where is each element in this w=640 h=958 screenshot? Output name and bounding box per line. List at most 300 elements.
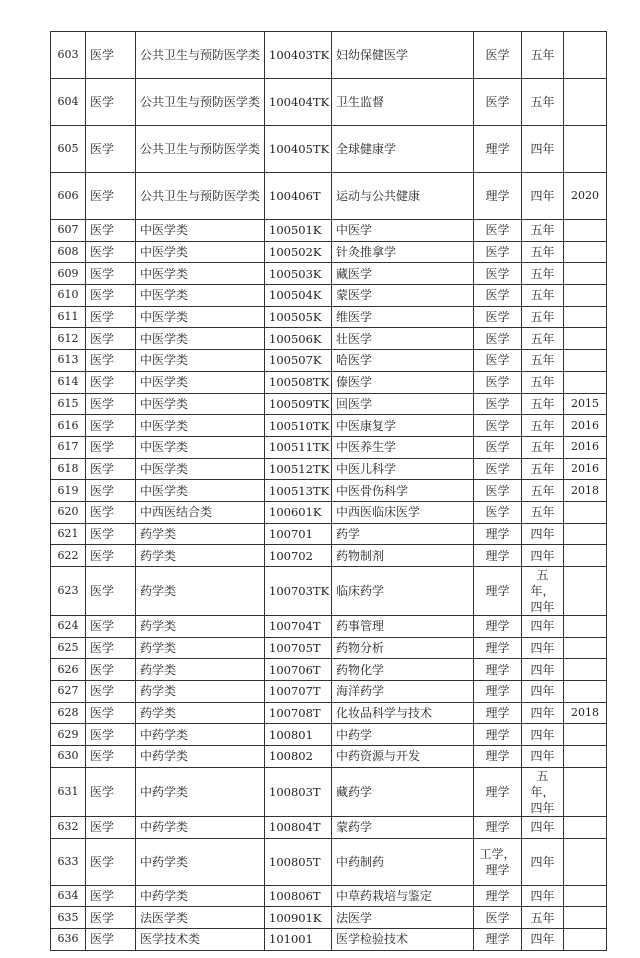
- table-row: [51, 79, 607, 126]
- discipline-category-cell: 医学: [86, 838, 136, 885]
- study-duration-cell: 五年: [522, 501, 564, 523]
- discipline-category-cell: 医学: [86, 885, 136, 907]
- year-added-cell: [564, 907, 607, 929]
- year-added-cell: 2016: [564, 436, 607, 458]
- major-code-cell: 100405TK: [265, 126, 332, 173]
- degree-type-cell: 医学: [474, 241, 522, 263]
- year-added-cell: [564, 885, 607, 907]
- major-name-cell: 运动与公共健康: [332, 173, 474, 220]
- row-number-cell: 610: [51, 285, 86, 307]
- degree-type-cell: 医学: [474, 458, 522, 480]
- table-row: [51, 885, 607, 907]
- discipline-category-cell: 医学: [86, 263, 136, 285]
- row-number-cell: 632: [51, 816, 86, 838]
- year-added-cell: [564, 220, 607, 242]
- discipline-category-cell: 医学: [86, 659, 136, 681]
- major-name-cell: 回医学: [332, 393, 474, 415]
- study-duration-cell: 五年: [522, 907, 564, 929]
- row-number-cell: 607: [51, 220, 86, 242]
- degree-type-cell: 理学: [474, 702, 522, 724]
- study-duration-cell: 四年: [522, 637, 564, 659]
- discipline-category-cell: 医学: [86, 637, 136, 659]
- major-class-cell: 中医学类: [136, 306, 265, 328]
- discipline-category-cell: 医学: [86, 79, 136, 126]
- major-code-cell: 101001: [265, 928, 332, 950]
- discipline-category-cell: 医学: [86, 616, 136, 638]
- table-row: [51, 746, 607, 768]
- year-added-cell: [564, 306, 607, 328]
- study-duration-cell: 四年: [522, 724, 564, 746]
- major-class-cell: 药学类: [136, 567, 265, 616]
- row-number-cell: 631: [51, 767, 86, 816]
- discipline-category-cell: 医学: [86, 567, 136, 616]
- major-class-cell: 中医学类: [136, 350, 265, 372]
- year-added-cell: [564, 838, 607, 885]
- year-added-cell: [564, 659, 607, 681]
- row-number-cell: 624: [51, 616, 86, 638]
- major-name-cell: 中医康复学: [332, 415, 474, 437]
- major-class-cell: 中药学类: [136, 885, 265, 907]
- year-added-cell: [564, 350, 607, 372]
- major-name-cell: 中药学: [332, 724, 474, 746]
- major-name-cell: 中草药栽培与鉴定: [332, 885, 474, 907]
- year-added-cell: [564, 501, 607, 523]
- degree-type-cell: 医学: [474, 501, 522, 523]
- major-code-cell: 100510TK: [265, 415, 332, 437]
- major-class-cell: 中医学类: [136, 436, 265, 458]
- row-number-cell: 608: [51, 241, 86, 263]
- degree-type-cell: 理学: [474, 567, 522, 616]
- major-code-cell: 100806T: [265, 885, 332, 907]
- study-duration-cell: 四年: [522, 928, 564, 950]
- major-class-cell: 药学类: [136, 702, 265, 724]
- year-added-cell: [564, 263, 607, 285]
- year-added-cell: [564, 567, 607, 616]
- major-code-cell: 100708T: [265, 702, 332, 724]
- major-name-cell: 藏医学: [332, 263, 474, 285]
- degree-type-cell: 理学: [474, 724, 522, 746]
- discipline-category-cell: 医学: [86, 480, 136, 502]
- major-code-cell: 100805T: [265, 838, 332, 885]
- degree-type-cell: 理学: [474, 659, 522, 681]
- discipline-category-cell: 医学: [86, 545, 136, 567]
- table-row: [51, 328, 607, 350]
- year-added-cell: [564, 928, 607, 950]
- study-duration-cell: 四年: [522, 659, 564, 681]
- study-duration-cell: 五年，四年: [522, 567, 564, 616]
- discipline-category-cell: 医学: [86, 436, 136, 458]
- discipline-category-cell: 医学: [86, 220, 136, 242]
- degree-type-cell: 医学: [474, 285, 522, 307]
- major-class-cell: 公共卫生与预防医学类: [136, 173, 265, 220]
- major-name-cell: 药物分析: [332, 637, 474, 659]
- discipline-category-cell: 医学: [86, 816, 136, 838]
- study-duration-cell: 五年: [522, 32, 564, 79]
- major-name-cell: 维医学: [332, 306, 474, 328]
- row-number-cell: 617: [51, 436, 86, 458]
- degree-type-cell: 医学: [474, 350, 522, 372]
- degree-type-cell: 医学: [474, 220, 522, 242]
- major-code-cell: 100403TK: [265, 32, 332, 79]
- major-name-cell: 中西医临床医学: [332, 501, 474, 523]
- major-class-cell: 医学技术类: [136, 928, 265, 950]
- major-class-cell: 药学类: [136, 523, 265, 545]
- table-row: [51, 545, 607, 567]
- major-code-cell: 100901K: [265, 907, 332, 929]
- table-row: [51, 458, 607, 480]
- major-code-cell: 100601K: [265, 501, 332, 523]
- study-duration-cell: 五年: [522, 436, 564, 458]
- row-number-cell: 613: [51, 350, 86, 372]
- row-number-cell: 615: [51, 393, 86, 415]
- table-row: [51, 306, 607, 328]
- table-row: [51, 724, 607, 746]
- row-number-cell: 616: [51, 415, 86, 437]
- discipline-category-cell: 医学: [86, 501, 136, 523]
- major-name-cell: 药事管理: [332, 616, 474, 638]
- major-code-cell: 100505K: [265, 306, 332, 328]
- year-added-cell: [564, 285, 607, 307]
- major-class-cell: 中药学类: [136, 838, 265, 885]
- year-added-cell: [564, 724, 607, 746]
- study-duration-cell: 四年: [522, 816, 564, 838]
- year-added-cell: 2018: [564, 480, 607, 502]
- major-class-cell: 中医学类: [136, 371, 265, 393]
- major-name-cell: 哈医学: [332, 350, 474, 372]
- major-name-cell: 临床药学: [332, 567, 474, 616]
- major-code-cell: 100513TK: [265, 480, 332, 502]
- study-duration-cell: 五年: [522, 79, 564, 126]
- table-row: [51, 415, 607, 437]
- degree-type-cell: 医学: [474, 328, 522, 350]
- major-code-cell: 100707T: [265, 681, 332, 703]
- major-class-cell: 中医学类: [136, 328, 265, 350]
- year-added-cell: [564, 616, 607, 638]
- major-code-cell: 100705T: [265, 637, 332, 659]
- discipline-category-cell: 医学: [86, 328, 136, 350]
- degree-type-cell: 医学: [474, 32, 522, 79]
- discipline-category-cell: 医学: [86, 241, 136, 263]
- year-added-cell: 2015: [564, 393, 607, 415]
- degree-type-cell: 理学: [474, 637, 522, 659]
- year-added-cell: [564, 746, 607, 768]
- degree-type-cell: 医学: [474, 393, 522, 415]
- major-code-cell: 100706T: [265, 659, 332, 681]
- major-name-cell: 医学检验技术: [332, 928, 474, 950]
- degree-type-cell: 医学: [474, 79, 522, 126]
- year-added-cell: [564, 328, 607, 350]
- major-class-cell: 中医学类: [136, 458, 265, 480]
- row-number-cell: 633: [51, 838, 86, 885]
- major-name-cell: 蒙医学: [332, 285, 474, 307]
- discipline-category-cell: 医学: [86, 393, 136, 415]
- year-added-cell: [564, 767, 607, 816]
- major-class-cell: 药学类: [136, 616, 265, 638]
- major-class-cell: 中药学类: [136, 816, 265, 838]
- table-row: [51, 616, 607, 638]
- major-code-cell: 100511TK: [265, 436, 332, 458]
- degree-type-cell: 医学: [474, 371, 522, 393]
- discipline-category-cell: 医学: [86, 458, 136, 480]
- study-duration-cell: 四年: [522, 885, 564, 907]
- discipline-category-cell: 医学: [86, 724, 136, 746]
- major-name-cell: 藏药学: [332, 767, 474, 816]
- table-row: [51, 681, 607, 703]
- major-code-cell: 100512TK: [265, 458, 332, 480]
- major-class-cell: 公共卫生与预防医学类: [136, 32, 265, 79]
- major-class-cell: 中西医结合类: [136, 501, 265, 523]
- major-class-cell: 中医学类: [136, 241, 265, 263]
- table-row: [51, 371, 607, 393]
- major-name-cell: 中医骨伤科学: [332, 480, 474, 502]
- major-code-cell: 100702: [265, 545, 332, 567]
- major-class-cell: 中药学类: [136, 767, 265, 816]
- table-row: [51, 838, 607, 885]
- table-row: [51, 928, 607, 950]
- year-added-cell: [564, 32, 607, 79]
- major-code-cell: 100509TK: [265, 393, 332, 415]
- study-duration-cell: 五年: [522, 371, 564, 393]
- table-row: [51, 523, 607, 545]
- table-row: [51, 126, 607, 173]
- major-class-cell: 中医学类: [136, 393, 265, 415]
- major-name-cell: 法医学: [332, 907, 474, 929]
- year-added-cell: 2016: [564, 458, 607, 480]
- major-code-cell: 100507K: [265, 350, 332, 372]
- discipline-category-cell: 医学: [86, 32, 136, 79]
- major-code-cell: 100404TK: [265, 79, 332, 126]
- degree-type-cell: 理学: [474, 746, 522, 768]
- major-class-cell: 药学类: [136, 681, 265, 703]
- degree-type-cell: 理学: [474, 523, 522, 545]
- degree-type-cell: 理学: [474, 545, 522, 567]
- study-duration-cell: 五年: [522, 415, 564, 437]
- year-added-cell: [564, 816, 607, 838]
- discipline-category-cell: 医学: [86, 350, 136, 372]
- row-number-cell: 635: [51, 907, 86, 929]
- major-name-cell: 药物化学: [332, 659, 474, 681]
- discipline-category-cell: 医学: [86, 523, 136, 545]
- table-row: [51, 480, 607, 502]
- major-code-cell: 100804T: [265, 816, 332, 838]
- degree-type-cell: 医学: [474, 436, 522, 458]
- discipline-category-cell: 医学: [86, 371, 136, 393]
- study-duration-cell: 五年: [522, 241, 564, 263]
- row-number-cell: 622: [51, 545, 86, 567]
- row-number-cell: 619: [51, 480, 86, 502]
- major-name-cell: 蒙药学: [332, 816, 474, 838]
- major-name-cell: 中医学: [332, 220, 474, 242]
- discipline-category-cell: 医学: [86, 907, 136, 929]
- row-number-cell: 625: [51, 637, 86, 659]
- study-duration-cell: 五年: [522, 328, 564, 350]
- major-class-cell: 中药学类: [136, 724, 265, 746]
- row-number-cell: 621: [51, 523, 86, 545]
- row-number-cell: 618: [51, 458, 86, 480]
- major-code-cell: 100506K: [265, 328, 332, 350]
- table-row: [51, 285, 607, 307]
- major-class-cell: 药学类: [136, 659, 265, 681]
- degree-type-cell: 工学，理学: [474, 838, 522, 885]
- row-number-cell: 629: [51, 724, 86, 746]
- major-name-cell: 全球健康学: [332, 126, 474, 173]
- row-number-cell: 636: [51, 928, 86, 950]
- year-added-cell: [564, 681, 607, 703]
- year-added-cell: [564, 637, 607, 659]
- degree-type-cell: 理学: [474, 928, 522, 950]
- year-added-cell: [564, 523, 607, 545]
- major-class-cell: 中药学类: [136, 746, 265, 768]
- row-number-cell: 620: [51, 501, 86, 523]
- study-duration-cell: 五年: [522, 306, 564, 328]
- study-duration-cell: 四年: [522, 173, 564, 220]
- major-name-cell: 妇幼保健医学: [332, 32, 474, 79]
- row-number-cell: 634: [51, 885, 86, 907]
- major-code-cell: 100802: [265, 746, 332, 768]
- year-added-cell: [564, 371, 607, 393]
- study-duration-cell: 五年: [522, 350, 564, 372]
- study-duration-cell: 四年: [522, 702, 564, 724]
- row-number-cell: 604: [51, 79, 86, 126]
- table-row: [51, 767, 607, 816]
- degree-type-cell: 理学: [474, 173, 522, 220]
- major-name-cell: 卫生监督: [332, 79, 474, 126]
- major-code-cell: 100703TK: [265, 567, 332, 616]
- study-duration-cell: 五年: [522, 393, 564, 415]
- major-code-cell: 100701: [265, 523, 332, 545]
- major-name-cell: 壮医学: [332, 328, 474, 350]
- study-duration-cell: 四年: [522, 838, 564, 885]
- table-row: [51, 350, 607, 372]
- table-row: [51, 173, 607, 220]
- major-name-cell: 中医儿科学: [332, 458, 474, 480]
- major-class-cell: 药学类: [136, 637, 265, 659]
- major-class-cell: 中医学类: [136, 415, 265, 437]
- degree-type-cell: 理学: [474, 126, 522, 173]
- year-added-cell: 2018: [564, 702, 607, 724]
- major-code-cell: 100801: [265, 724, 332, 746]
- table-row: [51, 702, 607, 724]
- major-name-cell: 化妆品科学与技术: [332, 702, 474, 724]
- major-code-cell: 100501K: [265, 220, 332, 242]
- row-number-cell: 605: [51, 126, 86, 173]
- major-code-cell: 100503K: [265, 263, 332, 285]
- study-duration-cell: 五年: [522, 480, 564, 502]
- row-number-cell: 614: [51, 371, 86, 393]
- table-row: [51, 436, 607, 458]
- major-name-cell: 海洋药学: [332, 681, 474, 703]
- degree-type-cell: 理学: [474, 681, 522, 703]
- major-class-cell: 中医学类: [136, 480, 265, 502]
- study-duration-cell: 五年，四年: [522, 767, 564, 816]
- major-code-cell: 100803T: [265, 767, 332, 816]
- table-row: [51, 816, 607, 838]
- major-code-cell: 100406T: [265, 173, 332, 220]
- major-name-cell: 中医养生学: [332, 436, 474, 458]
- discipline-category-cell: 医学: [86, 306, 136, 328]
- study-duration-cell: 四年: [522, 746, 564, 768]
- row-number-cell: 627: [51, 681, 86, 703]
- table-row: [51, 907, 607, 929]
- row-number-cell: 609: [51, 263, 86, 285]
- row-number-cell: 628: [51, 702, 86, 724]
- row-number-cell: 611: [51, 306, 86, 328]
- study-duration-cell: 五年: [522, 220, 564, 242]
- degree-type-cell: 医学: [474, 907, 522, 929]
- discipline-category-cell: 医学: [86, 928, 136, 950]
- discipline-category-cell: 医学: [86, 126, 136, 173]
- major-class-cell: 法医学类: [136, 907, 265, 929]
- row-number-cell: 626: [51, 659, 86, 681]
- discipline-category-cell: 医学: [86, 415, 136, 437]
- study-duration-cell: 五年: [522, 285, 564, 307]
- major-name-cell: 中药制药: [332, 838, 474, 885]
- degree-type-cell: 理学: [474, 767, 522, 816]
- major-class-cell: 药学类: [136, 545, 265, 567]
- discipline-category-cell: 医学: [86, 285, 136, 307]
- table-row: [51, 32, 607, 79]
- discipline-category-cell: 医学: [86, 702, 136, 724]
- study-duration-cell: 四年: [522, 681, 564, 703]
- major-name-cell: 中药资源与开发: [332, 746, 474, 768]
- major-code-cell: 100504K: [265, 285, 332, 307]
- major-code-cell: 100704T: [265, 616, 332, 638]
- table-row: [51, 567, 607, 616]
- row-number-cell: 630: [51, 746, 86, 768]
- study-duration-cell: 四年: [522, 126, 564, 173]
- row-number-cell: 623: [51, 567, 86, 616]
- major-code-cell: 100502K: [265, 241, 332, 263]
- table-row: [51, 501, 607, 523]
- study-duration-cell: 四年: [522, 616, 564, 638]
- table-row: [51, 393, 607, 415]
- year-added-cell: [564, 126, 607, 173]
- year-added-cell: [564, 79, 607, 126]
- major-class-cell: 中医学类: [136, 285, 265, 307]
- year-added-cell: 2020: [564, 173, 607, 220]
- major-class-cell: 中医学类: [136, 220, 265, 242]
- row-number-cell: 606: [51, 173, 86, 220]
- study-duration-cell: 五年: [522, 263, 564, 285]
- major-class-cell: 公共卫生与预防医学类: [136, 79, 265, 126]
- discipline-category-cell: 医学: [86, 173, 136, 220]
- degree-type-cell: 医学: [474, 306, 522, 328]
- majors-table: [50, 31, 607, 951]
- study-duration-cell: 五年: [522, 458, 564, 480]
- discipline-category-cell: 医学: [86, 746, 136, 768]
- degree-type-cell: 理学: [474, 616, 522, 638]
- table-row: [51, 637, 607, 659]
- table-row: [51, 220, 607, 242]
- degree-type-cell: 理学: [474, 816, 522, 838]
- year-added-cell: [564, 241, 607, 263]
- degree-type-cell: 理学: [474, 885, 522, 907]
- study-duration-cell: 四年: [522, 545, 564, 567]
- row-number-cell: 603: [51, 32, 86, 79]
- discipline-category-cell: 医学: [86, 767, 136, 816]
- degree-type-cell: 医学: [474, 263, 522, 285]
- study-duration-cell: 四年: [522, 523, 564, 545]
- major-name-cell: 药学: [332, 523, 474, 545]
- year-added-cell: [564, 545, 607, 567]
- row-number-cell: 612: [51, 328, 86, 350]
- major-class-cell: 公共卫生与预防医学类: [136, 126, 265, 173]
- major-class-cell: 中医学类: [136, 263, 265, 285]
- major-name-cell: 针灸推拿学: [332, 241, 474, 263]
- majors-table-body: [51, 32, 607, 951]
- major-name-cell: 药物制剂: [332, 545, 474, 567]
- degree-type-cell: 医学: [474, 415, 522, 437]
